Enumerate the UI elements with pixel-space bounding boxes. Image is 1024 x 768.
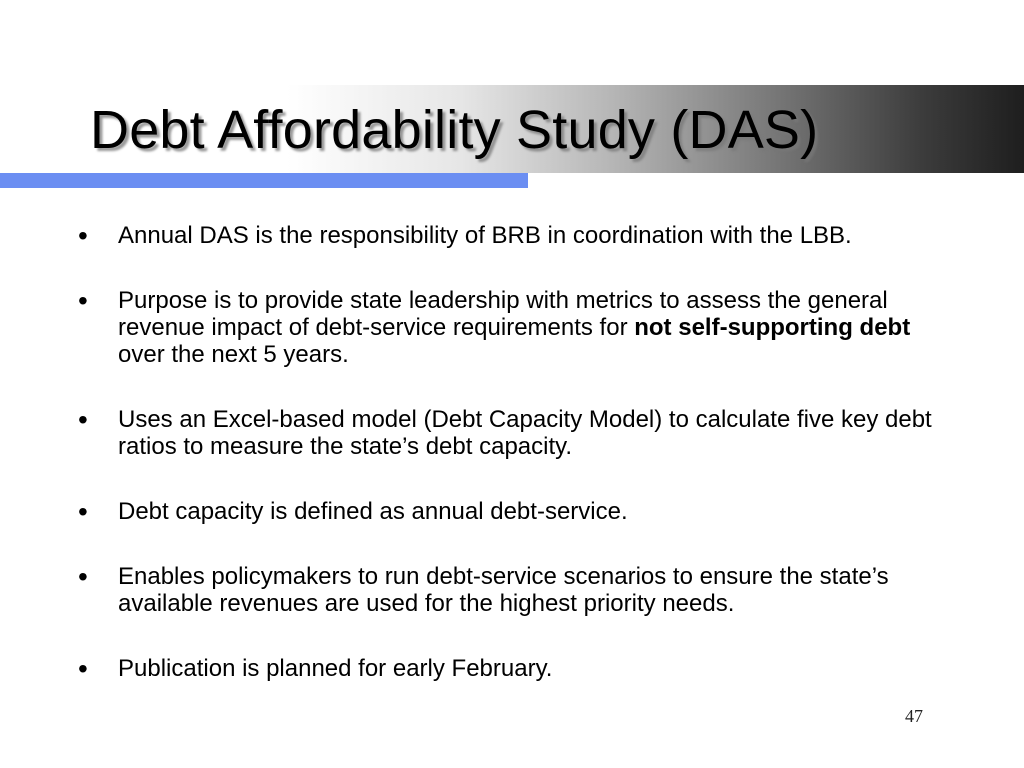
bullet-text-segment: Purpose is to provide state leadership with metrics to assess the general revenue impact of debt-service requirements for	[118, 287, 888, 341]
bullet-marker-icon: •	[78, 496, 88, 527]
bullet-text	[118, 563, 889, 617]
title-accent-bar	[0, 173, 528, 188]
bullet-item	[78, 563, 958, 617]
bullet-text	[118, 287, 910, 368]
bullet-item	[78, 406, 958, 460]
bullet-text	[118, 406, 932, 460]
page-number: 47	[905, 706, 923, 726]
bullet-item	[78, 498, 958, 525]
bullet-text	[118, 655, 552, 682]
bullet-text-emphasis: not self-supporting debt	[634, 314, 911, 341]
bullet-marker-icon: •	[78, 653, 88, 684]
bullet-text-segment: Debt capacity is defined as annual debt-service.	[118, 498, 628, 525]
slide-title: Debt Affordability Study (DAS)	[90, 100, 819, 160]
bullet-text-segment: Annual DAS is the responsibility of BRB in coordination with the LBB.	[118, 222, 852, 249]
bullet-list	[78, 222, 958, 720]
bullet-item	[78, 287, 958, 368]
bullet-text-segment: Enables policymakers to run debt-service scenarios to ensure the state’s available revenues are used for the highest priority needs.	[118, 563, 889, 617]
bullet-marker-icon: •	[78, 220, 88, 251]
bullet-text-segment: over the next 5 years.	[118, 341, 349, 368]
bullet-marker-icon: •	[78, 561, 88, 592]
bullet-text-segment: Publication is planned for early February.	[118, 655, 553, 682]
bullet-item	[78, 655, 958, 682]
bullet-item	[78, 222, 958, 249]
bullet-text-segment: Uses an Excel-based model (Debt Capacity Model) to calculate five key debt ratios to measure the state’s debt capacity.	[118, 406, 932, 460]
bullet-text	[118, 222, 852, 249]
bullet-marker-icon: •	[78, 404, 88, 435]
bullet-marker-icon: •	[78, 285, 88, 316]
bullet-text	[118, 498, 628, 525]
